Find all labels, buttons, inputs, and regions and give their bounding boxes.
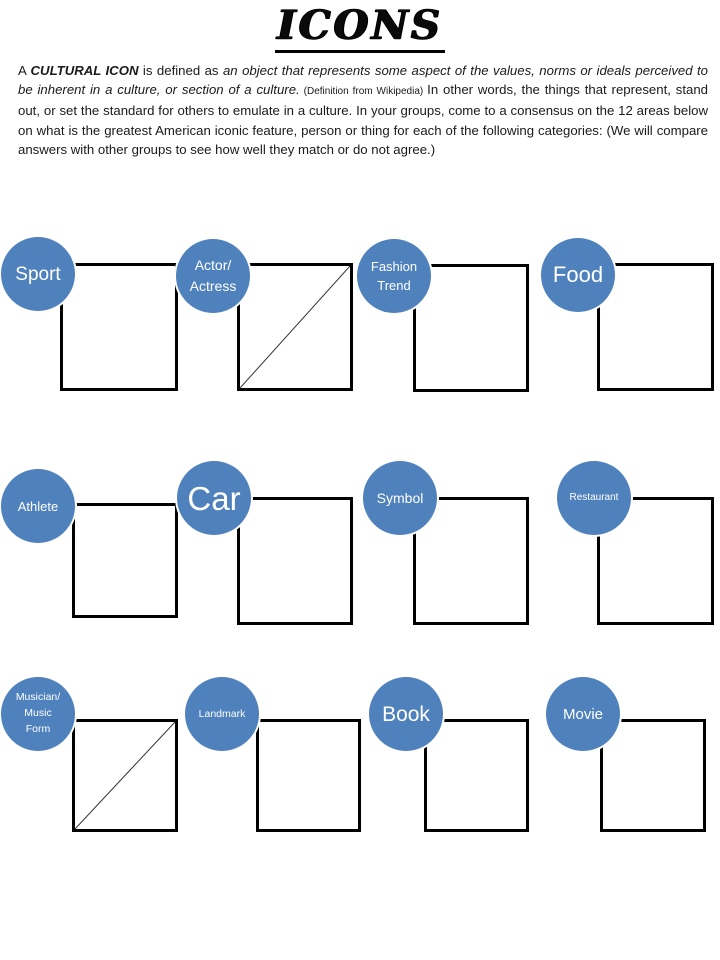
- category-badge-athlete: [1, 469, 75, 543]
- category-label: Trend: [377, 278, 411, 293]
- intro-term: CULTURAL ICON: [30, 63, 139, 78]
- category-badge-car: [177, 461, 251, 535]
- category-label: Form: [25, 722, 51, 735]
- category-label: Car: [187, 479, 241, 517]
- category-label: Sport: [15, 263, 61, 285]
- answer-box-car[interactable]: [237, 497, 353, 625]
- answer-box-sport[interactable]: [60, 263, 178, 391]
- category-badge-actor-actress: [176, 239, 250, 313]
- category-badge-musician-music-form: [1, 677, 75, 751]
- category-label: Symbol: [376, 490, 424, 506]
- category-badge-fashion-trend: [357, 239, 431, 313]
- category-badge-landmark: [185, 677, 259, 751]
- category-label: Book: [382, 702, 430, 726]
- category-badge-food: [541, 238, 615, 312]
- category-label: Movie: [562, 705, 603, 723]
- answer-box-food[interactable]: [597, 263, 714, 391]
- category-label: Music: [24, 707, 52, 720]
- answer-box-fashion-trend[interactable]: [413, 264, 529, 392]
- category-badge-book: [369, 677, 443, 751]
- answer-box-book[interactable]: [424, 719, 529, 832]
- category-badge-restaurant: [557, 461, 631, 535]
- page-title: [0, 4, 720, 53]
- category-label: Athlete: [17, 498, 59, 514]
- intro-paragraph: [18, 61, 708, 159]
- answer-box-athlete[interactable]: [72, 503, 178, 618]
- answer-box-movie[interactable]: [600, 719, 706, 832]
- page-title-text: ICONS: [275, 4, 445, 53]
- diagonal-line: [240, 266, 350, 388]
- category-badge-sport: [1, 237, 75, 311]
- diagonal-line: [75, 722, 175, 829]
- category-label: Fashion: [370, 258, 418, 274]
- answer-box-actor-actress[interactable]: [237, 263, 353, 391]
- intro-lead: A: [18, 63, 31, 78]
- answer-box-landmark[interactable]: [256, 719, 361, 832]
- category-label: Actress: [189, 278, 237, 294]
- intro-defined-as: is defined as: [138, 63, 223, 78]
- category-badge-movie: [546, 677, 620, 751]
- category-badge-symbol: [363, 461, 437, 535]
- category-label: Actor/: [194, 257, 232, 273]
- intro-source: (Definition from Wikipedia): [299, 86, 428, 98]
- intro-body: In other words, the things that represent, stand out, or set the standard for others to emulate in a culture. In your groups, come to a consensus on the 12 areas below on what is the greatest American iconic feature, person or thing for each of the following categories: (We will compare answers with other groups to see how well they match or do not agree.): [18, 82, 709, 157]
- answer-box-musician-music-form[interactable]: [72, 719, 178, 832]
- category-label: Musician/: [15, 691, 61, 704]
- intro-definition: an object that represents some aspect of the values, norms or ideals perceived to be inherent in a culture, or section of a culture.: [18, 63, 709, 98]
- category-label: Food: [552, 262, 604, 287]
- category-label: Landmark: [198, 707, 246, 720]
- category-label: Restaurant: [569, 492, 619, 503]
